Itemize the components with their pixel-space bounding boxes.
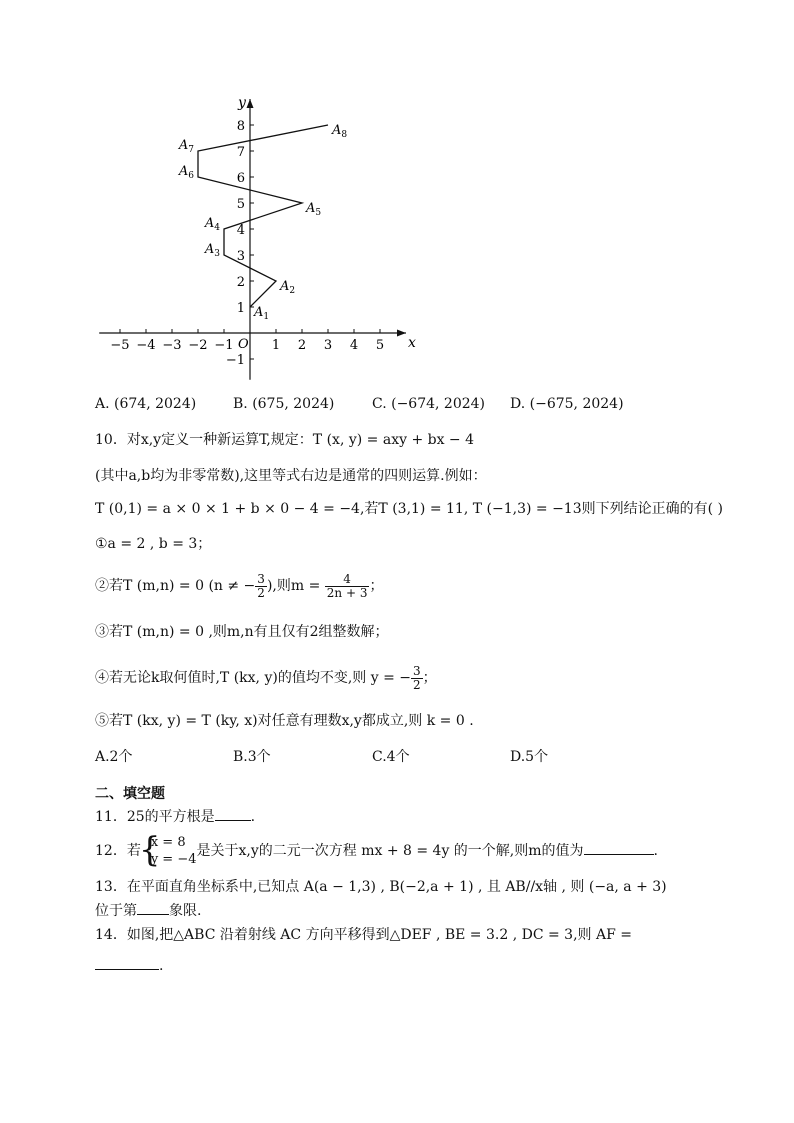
origin-label: O [238,337,249,352]
y-tick-label: 7 [236,145,245,160]
y-tick-label: 2 [236,275,245,290]
x-tick-label: −2 [188,338,208,353]
q14-answer-blank[interactable] [95,955,159,970]
q12-text-pre: 12．若 [95,843,141,859]
q10-s2-num: 3 [257,571,265,586]
x-tick-label: 1 [271,338,281,353]
q10-statement-1: ①a = 2 , b = 3； [95,536,212,552]
q13-line2 [95,900,695,921]
q10-stem-line1: 10．对x,y定义一种新运算T,规定：T (x, y) = axy + bx − 4 [95,432,475,448]
y-tick-label: 6 [236,171,245,186]
q12-brace: { [138,830,161,870]
x-tick-label: 2 [297,338,307,353]
x-tick-label: −4 [136,338,156,353]
q13-pre2: 位于第 [95,903,137,919]
q10-s2-den2: 2n + 3 [326,585,368,600]
x-axis-arrow [397,330,406,337]
y-tick-label: 8 [236,119,245,134]
q10-s2-pre: ②若T (m,n) = 0 (n ≠ − [95,578,256,594]
y-tick-label: −1 [225,353,245,368]
q10-s2-mid: ),则m = [266,578,321,594]
q10-stem-line2: (其中a,b均为非零常数),这里等式右边是通常的四则运算.例如： [95,468,487,484]
q10-s4-den: 2 [413,677,421,692]
q10-s2-den: 2 [257,585,265,600]
y-axis-label: y [238,95,246,111]
q9-option-b[interactable]: B. (675, 2024) [233,396,335,412]
q12-end: . [653,843,658,859]
q10-s4-fraction [411,665,423,692]
q13-answer-blank[interactable] [137,900,169,915]
q12-equation-system [138,830,197,870]
q14-line2 [95,955,695,976]
coordinate-graph [90,85,430,385]
zigzag-path [198,125,328,307]
q10-option-b[interactable]: B.3个 [233,749,271,765]
q12-answer-blank[interactable] [584,840,654,855]
q9-option-d[interactable]: D. (−675, 2024) [510,396,624,412]
y-tick-label: 1 [236,301,245,316]
q10-statement-3: ③若T (m,n) = 0 ,则m,n有且仅有2组整数解； [95,624,389,640]
q11-end: . [250,809,256,825]
q12-text-mid: 是关于x,y的二元一次方程 mx + 8 = 4y 的一个解,则m的值为 [196,843,584,859]
point-label: $A_8$ [332,123,348,140]
q10-s2-num2: 4 [325,573,370,587]
q10-stem-line3: T (0,1) = a × 0 × 1 + b × 0 − 4 = −4,若T (3,1) = 11, T (−1,3) = −13则下列结论正确的有( ) [95,501,723,517]
section-title-fill-in: 二、填空题 [95,786,165,802]
point-label: $A_6$ [178,164,194,181]
q10-s4-post: ； [422,670,437,686]
q10-statement-4 [95,660,695,696]
x-tick-label: −3 [162,338,182,353]
point-label: $A_2$ [280,279,296,296]
q10-statement-5: ⑤若T (kx, y) = T (ky, x)对任意有理数x,y都成立,则 k = 0 . [95,713,474,729]
point-label: $A_4$ [204,216,220,233]
q13-line1: 13．在平面直角坐标系中,已知点 A(a − 1,3) , B(−2,a + 1) , 且 AB//x轴 , 则 (−a, a + 3) [95,879,667,895]
q10-s4-num: 3 [413,663,421,678]
q10-s2-fraction-2 [325,573,370,600]
q10-s2-fraction-1 [255,573,267,600]
x-axis-label: x [408,335,416,351]
q9-option-c[interactable]: C. (−674, 2024) [372,396,486,412]
q11-line [95,806,695,827]
y-tick-label: 5 [236,197,245,212]
q11-answer-blank[interactable] [215,806,251,821]
x-tick-label: −5 [110,338,130,353]
q10-option-d[interactable]: D.5个 [510,749,549,765]
q9-option-a[interactable]: A. (674, 2024) [95,396,197,412]
y-tick-label: 3 [236,249,245,264]
q12-row-2: y = −4 [150,852,197,867]
q10-option-a[interactable]: A.2个 [95,749,133,765]
point-label: $A_7$ [178,138,194,155]
q13-post2: 象限. [169,903,202,919]
point-label: $A_1$ [254,305,270,322]
q12-row-1: x = 8 [150,835,186,850]
q11-text: 11．25的平方根是 [95,809,215,825]
point-label: $A_5$ [306,201,322,218]
q14-end: . [159,958,164,974]
q10-s4-pre: ④若无论k取何值时,T (kx, y)的值均不变,则 y = − [95,670,412,686]
x-tick-label: 4 [349,338,359,353]
q12-line [95,831,695,871]
point-label: $A_3$ [204,242,220,259]
q10-s2-post: ； [369,578,384,594]
q10-statement-2 [95,568,695,604]
q10-option-c[interactable]: C.4个 [372,749,410,765]
y-tick-label: 4 [236,223,245,238]
q14-line1: 14．如图,把△ABC 沿着射线 AC 方向平移得到△DEF , BE = 3.2 , DC = 3,则 AF = [95,927,632,943]
x-tick-label: −1 [214,338,234,353]
y-axis-arrow [247,99,254,108]
x-tick-label: 3 [323,338,333,353]
x-tick-label: 5 [375,338,385,353]
